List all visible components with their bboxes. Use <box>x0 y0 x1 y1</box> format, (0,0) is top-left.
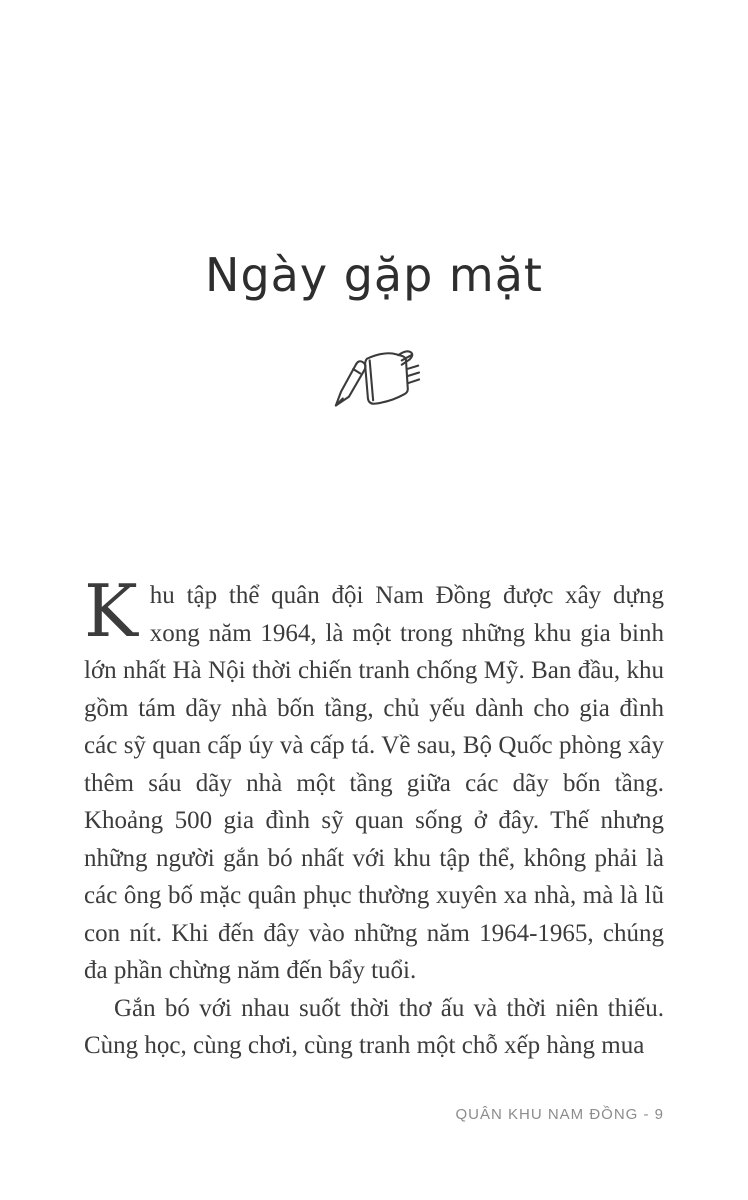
chapter-title: Ngày gặp mặt <box>205 248 543 302</box>
chapter-ornament <box>0 336 748 421</box>
dropcap-letter: K <box>84 569 138 653</box>
body-text <box>84 569 664 1065</box>
paragraph-1-text: hu tập thể quân đội Nam Đồng được xây dựng xong năm 1964, là một trong những khu gia binh lớn nhất Hà Nội thời chiến tranh chống Mỹ. Ban đầu, khu gồm tám dãy nhà bốn tầng, chủ yếu dành cho gia đình các sỹ quan cấp úy và cấp tá. Về sau, Bộ Quốc phòng xây thêm sáu dãy nhà một tầng giữa các dãy bốn tầng. Khoảng 500 gia đình sỹ quan sống ở đây. Thế nhưng những người gắn bó nhất với khu tập thể, không phải là các ông bố mặc quân phục thường xuyên xa nhà, mà là lũ con nít. Khi đến đây vào những năm 1964-1965, chúng đa phần chừng năm đến bẩy tuổi. <box>84 582 664 984</box>
paragraph-2: Gắn bó với nhau suốt thời thơ ấu và thời niên thiếu. Cùng học, cùng chơi, cùng tranh một chỗ xếp hàng mua <box>84 994 664 1059</box>
running-footer-page-number: QUÂN KHU NAM ĐỒNG - 9 <box>455 1106 664 1123</box>
pen-and-notebook-icon <box>322 336 426 416</box>
paragraph-1 <box>84 569 664 990</box>
